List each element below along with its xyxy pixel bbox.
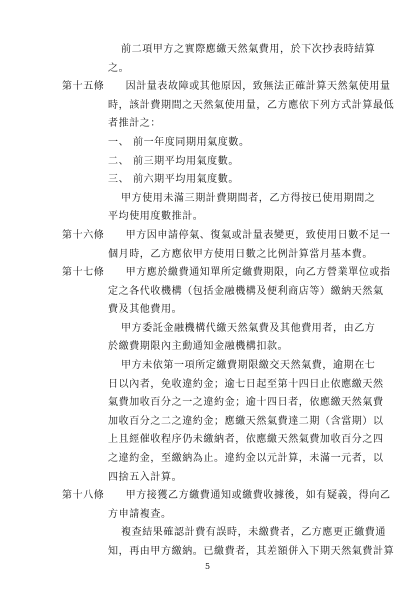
text-line: 之。 [108,63,130,74]
text-line: 平均使用度數推計。 [108,211,204,222]
text-line: 一、 前一年度同期用氣度數。 [108,137,250,148]
text-line: 複查結果確認計費有誤時，未繳費者，乙方應更正繳費通 [121,527,386,538]
text-line: 日以內者，免收違約金；逾七日起至第十四日止依應繳天然 [108,379,384,390]
text-line: 氣費加收百分之一之違約金；逾十四日者，依應繳天然氣費 [108,397,384,408]
text-line: 三、 前六期平均用氣度數。 [108,174,239,185]
text-line: 時，該計費期間之天然氣使用量，乙方應依下列方式計算最低 [108,100,395,111]
text-line: 方申請複查。 [108,509,172,520]
page-number: 5 [205,562,211,571]
text-line: 個月時，乙方應依甲方使用日數之比例計算當月基本費。 [108,249,373,260]
text-line: 上且經催收程序仍未繳納者，依應繳天然氣費加收百分之四 [108,434,384,445]
text-line: 定之各代收機構（包括金融機構及便利商店等）繳納天然氣 [108,286,384,297]
text-line: 於繳費期限內主動通知金融機構扣款。 [108,341,289,352]
text-line: 之違約金，至繳納為止。違約金以元計算，未滿一元者，以 [108,453,384,464]
text-line: 二、 前三期平均用氣度數。 [108,156,239,167]
text-line: 第十七條 甲方應於繳費通知單所定繳費期限，向乙方營業單位或指 [62,267,391,278]
text-line: 第十五條 因計量表故障或其他原因，致無法正確計算天然氣使用量 [62,81,391,92]
text-line: 甲方委託金融機構代繳天然氣費及其他費用者，由乙方 [121,323,376,334]
text-line: 甲方使用未滿三期計費期間者，乙方得按已使用期間之 [121,193,376,204]
text-line: 費及其他費用。 [108,304,183,315]
text-line: 前二項甲方之實際應繳天然氣費用，於下次抄表時結算 [121,44,376,55]
text-line: 知，再由甲方繳納。已繳費者，其差額併入下期天然氣費計算 [108,546,395,557]
text-line: 第十八條 甲方接獲乙方繳費通知或繳費收據後，如有疑義，得向乙 [62,490,391,501]
text-line: 加收百分之二之違約金；應繳天然氣費達二期（含當期）以 [108,416,384,427]
text-line: 甲方未依第一項所定繳費期限繳交天然氣費，逾期在七 [121,360,376,371]
text-line: 第十六條 甲方因申請停氣、復氣或計量表變更，致使用日數不足一 [62,230,391,241]
text-line: 者推計之： [108,118,161,129]
text-line: 四捨五入計算。 [108,472,183,483]
